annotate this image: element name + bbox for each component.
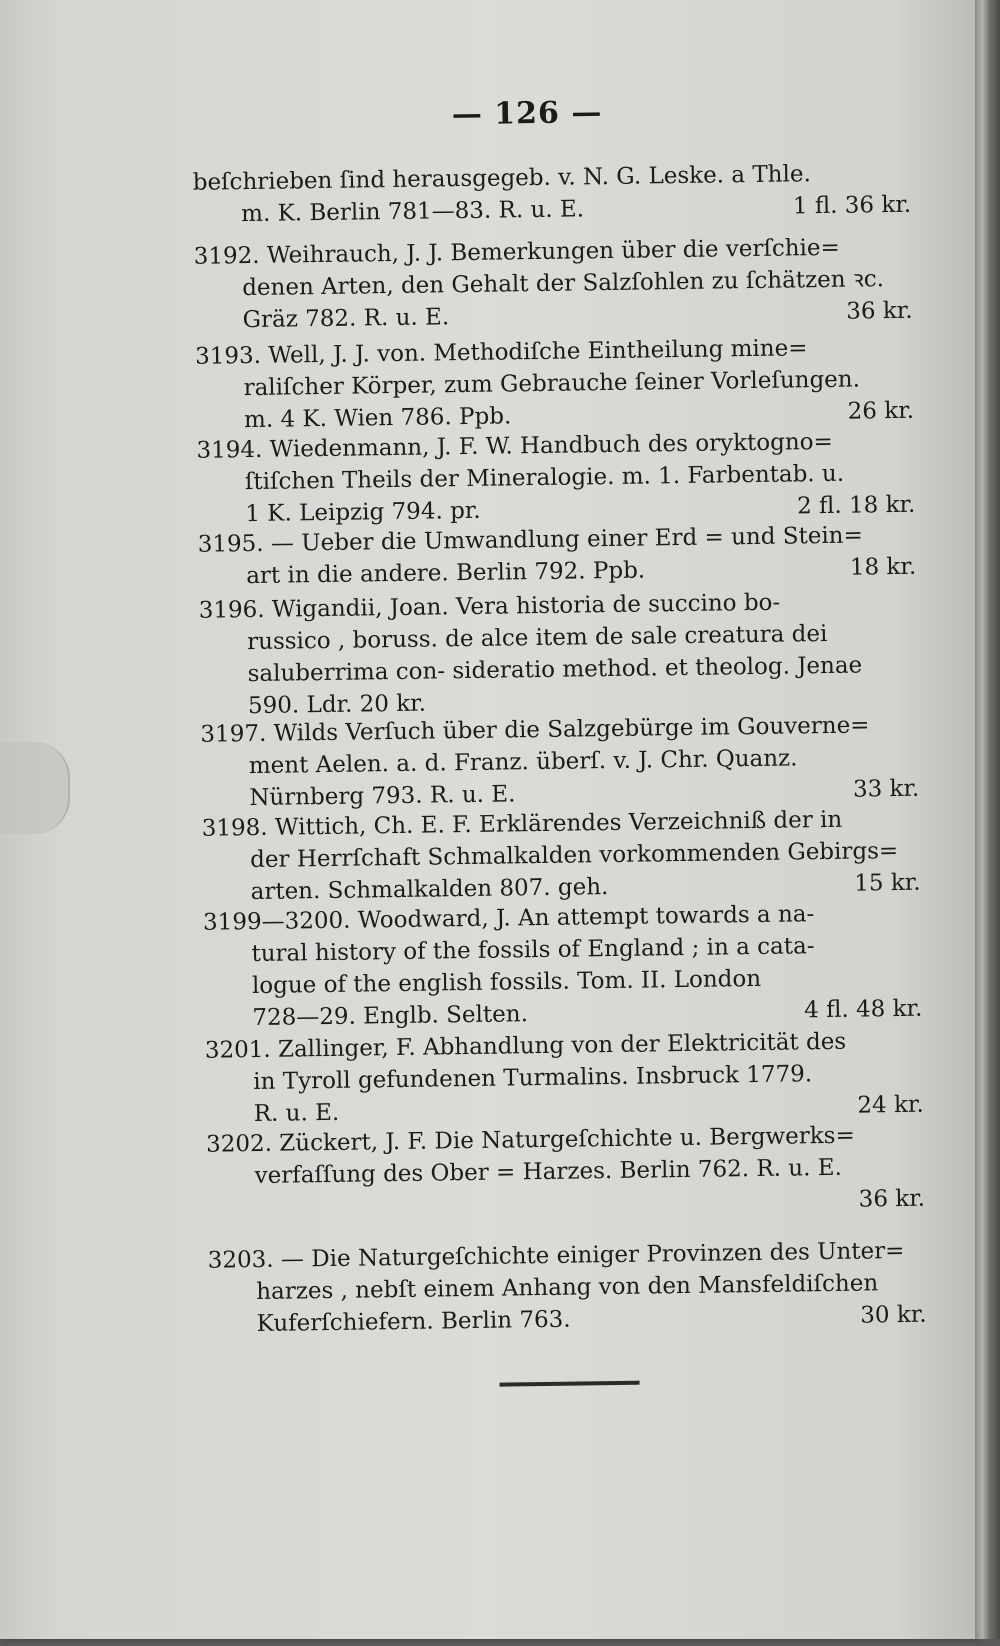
entry-line: logue of the english fossils. Tom. II. London: [251, 965, 762, 1000]
entry-line: art in die andere. Berlin 792. Ppb. 18 kr.: [198, 551, 928, 593]
catalog-entry: [193, 157, 924, 231]
entry-price: 33 kr.: [852, 775, 920, 803]
entry-line: 590. Ldr. 20 kr.: [247, 690, 427, 720]
entry-line: saluberrima con- sideratio method. et theolog. Jenae: [247, 652, 863, 688]
entry-line: 3197. Wilds Verſuch über die Salzgebürge im Gouverne=: [200, 712, 870, 748]
entry-price: 26 kr.: [847, 397, 915, 425]
entry-line: 3199—3200. Woodward, J. An attempt towards a na-: [202, 901, 815, 936]
catalog-entry: [194, 231, 925, 337]
entry-line: R. u. E. 24 kr.: [206, 1089, 936, 1131]
catalog-entry: [203, 897, 935, 1035]
entry-line: 1 K. Leipzig 794. pr. 2 fl. 18 kr.: [197, 489, 927, 531]
catalog-entry: [206, 1119, 937, 1225]
entry-line: arten. Schmalkalden 807. geh. 15 kr.: [202, 867, 932, 909]
catalog-entry: [202, 803, 933, 909]
entry-line: 3195. — Ueber die Umwandlung einer Erd = und Stein=: [197, 522, 863, 558]
entry-line: verfaſſung des Ober = Harzes. Berlin 762. R. u. E.: [254, 1154, 843, 1190]
entry-line: 3203. — Die Naturgeſchichte einiger Provinzen des Unter=: [207, 1237, 905, 1274]
entry-price: 2 fl. 18 kr.: [796, 491, 916, 520]
entry-line: m. K. Berlin 781—83. R. u. E. 1 fl. 36 kr.: [193, 189, 923, 231]
entry-line: 3193. Well, J. J. von. Methodiſche Eintheilung mine=: [194, 335, 808, 370]
entry-line: m. 4 K. Wien 786. Ppb. 26 kr.: [196, 395, 926, 437]
entry-price: 18 kr.: [849, 553, 917, 581]
page-number: — 126 —: [451, 95, 603, 133]
catalog-entry: [200, 709, 931, 815]
entry-price: 36 kr.: [858, 1185, 926, 1213]
catalog-entry: [198, 585, 930, 723]
entry-line: raliſcher Körper, zum Gebrauche ſeiner Vorleſungen.: [243, 366, 861, 402]
entry-line: 728—29. Englb. Selten. 4 fl. 48 kr.: [204, 993, 934, 1035]
catalog-entry: [208, 1235, 939, 1341]
catalog-entry: [196, 425, 927, 531]
entry-line: Nürnberg 793. R. u. E. 33 kr.: [201, 773, 931, 815]
entry-price: 15 kr.: [854, 869, 921, 897]
catalog-entry: [195, 331, 926, 437]
entry-line: ment Aelen. a. d. Franz. überſ. v. J. Chr. Quanz.: [248, 745, 798, 780]
entry-line: 3202. Zückert, J. F. Die Naturgeſchichte u. Bergwerks=: [205, 1122, 855, 1158]
closing-rule: [500, 1381, 640, 1387]
catalog-entry: [198, 519, 929, 593]
entry-line: 3194. Wiedenmann, J. F. W. Handbuch des oryktogno=: [196, 428, 833, 464]
entry-price: 4 fl. 48 kr.: [803, 995, 923, 1024]
entry-line: ſtiſchen Theils der Mineralogie. m. 1. Farbentab. u.: [244, 460, 845, 496]
entry-line: beſchrieben ſind herausgegeb. v. N. G. Leske. a Thle.: [192, 161, 811, 196]
entry-line: Gräz 782. R. u. E. 36 kr.: [194, 295, 924, 337]
entry-price: 1 fl. 36 kr.: [792, 191, 912, 220]
entry-price: 30 kr.: [860, 1301, 927, 1329]
entry-line: 3196. Wigandii, Joan. Vera historia de succino bo-: [198, 589, 781, 624]
entry-price: 24 kr.: [857, 1091, 924, 1119]
catalog-entry: [205, 1025, 936, 1131]
entry-line: 3198. Wittich, Ch. E. F. Erklärendes Verzeichniß der in: [201, 806, 843, 842]
entry-line: russico , boruss. de alce item de sale creatura dei: [246, 620, 828, 656]
entry-line: harzes , nebſt einem Anhang von den Mansfeldiſchen: [256, 1270, 879, 1306]
entry-line: 3201. Zallinger, F. Abhandlung von der Elektricität des: [204, 1028, 847, 1064]
entry-line: in Tyroll gefundenen Turmalins. Insbruck 1779.: [253, 1061, 813, 1096]
entry-line: der Herrſchaft Schmalkalden vorkommenden Gebirgs=: [250, 838, 899, 874]
entry-line: Kuferſchiefern. Berlin 763. 30 kr.: [208, 1298, 938, 1340]
entry-line: 3192. Weihrauch, J. J. Bemerkungen über die verſchie=: [193, 234, 841, 270]
entry-price: 36 kr.: [846, 297, 913, 325]
entry-line: tural history of the fossils of England ; in a cata-: [251, 933, 815, 968]
entry-line: denen Arten, den Gehalt der Salzſohlen zu ſchätzen ꝛc.: [242, 266, 885, 302]
